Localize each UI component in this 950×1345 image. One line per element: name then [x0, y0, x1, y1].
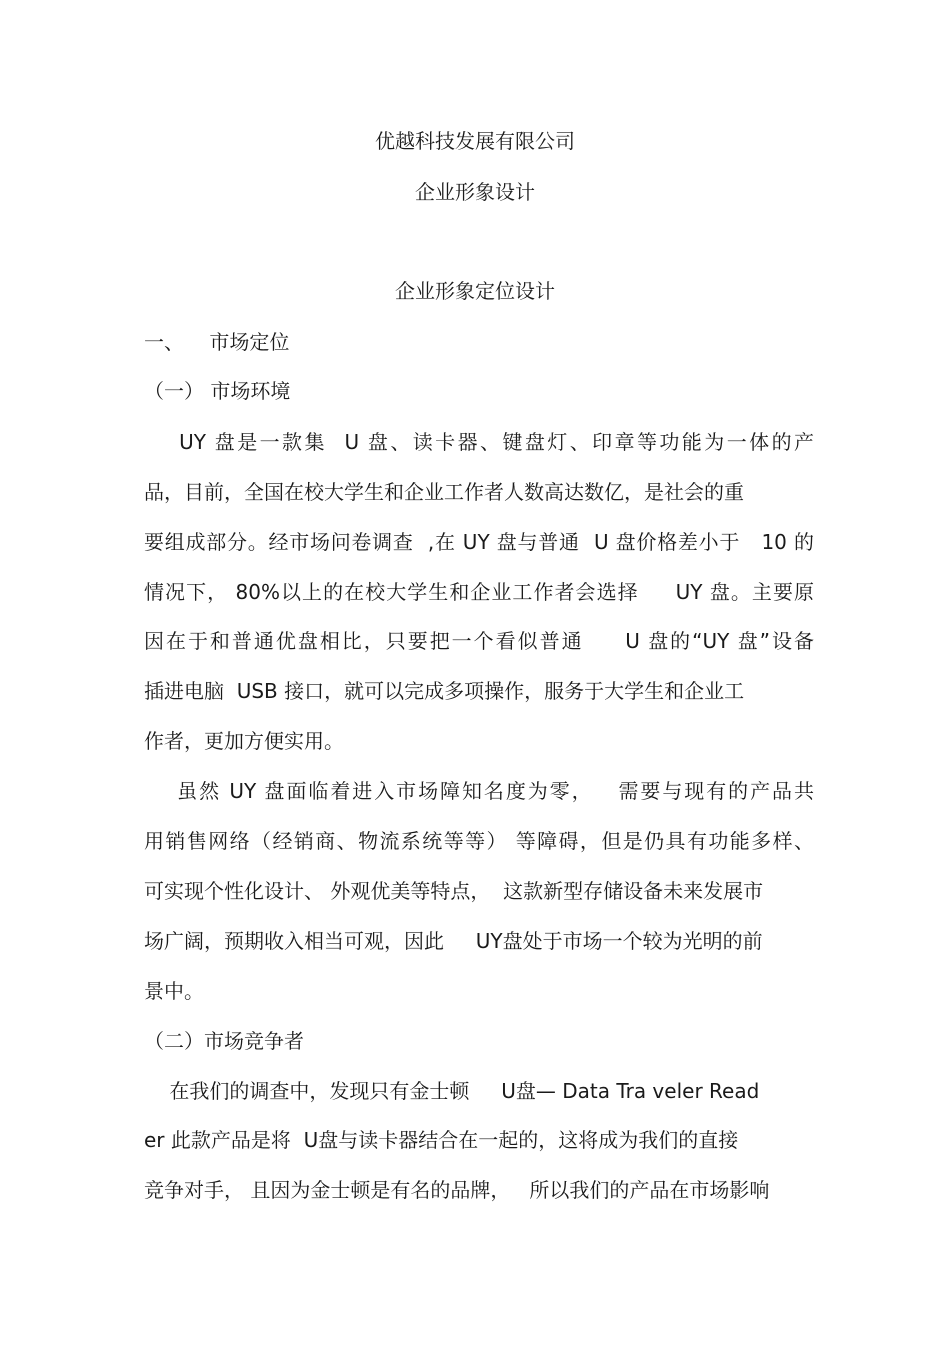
paragraph-line: 虽然 UY 盘面临着进入市场障知名度为零， 需要与现有的产品共 — [144, 779, 814, 803]
paragraph-line: 用销售网络（经销商、物流系统等等） 等障碍，但是仍具有功能多样、 — [144, 829, 814, 853]
paragraph-line: 竞争对手， 且因为金士顿是有名的品牌， 所以我们的产品在市场影响 — [144, 1178, 770, 1202]
paragraph-line: 作者，更加方便实用。 — [144, 729, 344, 753]
paragraph-line: 因在于和普通优盘相比，只要把一个看似普通 U 盘的“UY 盘”设备 — [144, 629, 814, 653]
section-title: 企业形象定位设计 — [395, 279, 555, 303]
company-title: 优越科技发展有限公司 — [375, 129, 575, 153]
heading-market-competitors: （二）市场竞争者 — [144, 1029, 304, 1053]
heading-market-environment: （一） 市场环境 — [144, 379, 291, 403]
paragraph-line: er 此款产品是将 U盘与读卡器结合在一起的，这将成为我们的直接 — [144, 1128, 739, 1152]
paragraph-line: 在我们的调查中，发现只有金士顿 U盘— Data Tra veler Read — [144, 1079, 760, 1103]
paragraph-line: 场广阔，预期收入相当可观，因此 UY盘处于市场一个较为光明的前 — [144, 929, 763, 953]
paragraph-line: 插进电脑 USB 接口，就可以完成多项操作，服务于大学生和企业工 — [144, 679, 745, 703]
paragraph-line: 景中。 — [144, 979, 204, 1003]
heading-market-positioning: 一、 市场定位 — [144, 330, 290, 354]
paragraph-line: 要组成部分。经市场问卷调查 ,在 UY 盘与普通 U 盘价格差小于 10 的 — [144, 530, 814, 554]
paragraph-line: 情况下， 80%以上的在校大学生和企业工作者会选择 UY 盘。主要原 — [144, 580, 814, 604]
paragraph-line: 可实现个性化设计、 外观优美等特点， 这款新型存储设备未来发展市 — [144, 879, 764, 903]
paragraph-line: 品，目前，全国在校大学生和企业工作者人数高达数亿，是社会的重 — [144, 480, 744, 504]
document-subtitle: 企业形象设计 — [415, 180, 535, 204]
paragraph-line: UY 盘是一款集 U 盘、读卡器、键盘灯、印章等功能为一体的产 — [144, 430, 814, 454]
